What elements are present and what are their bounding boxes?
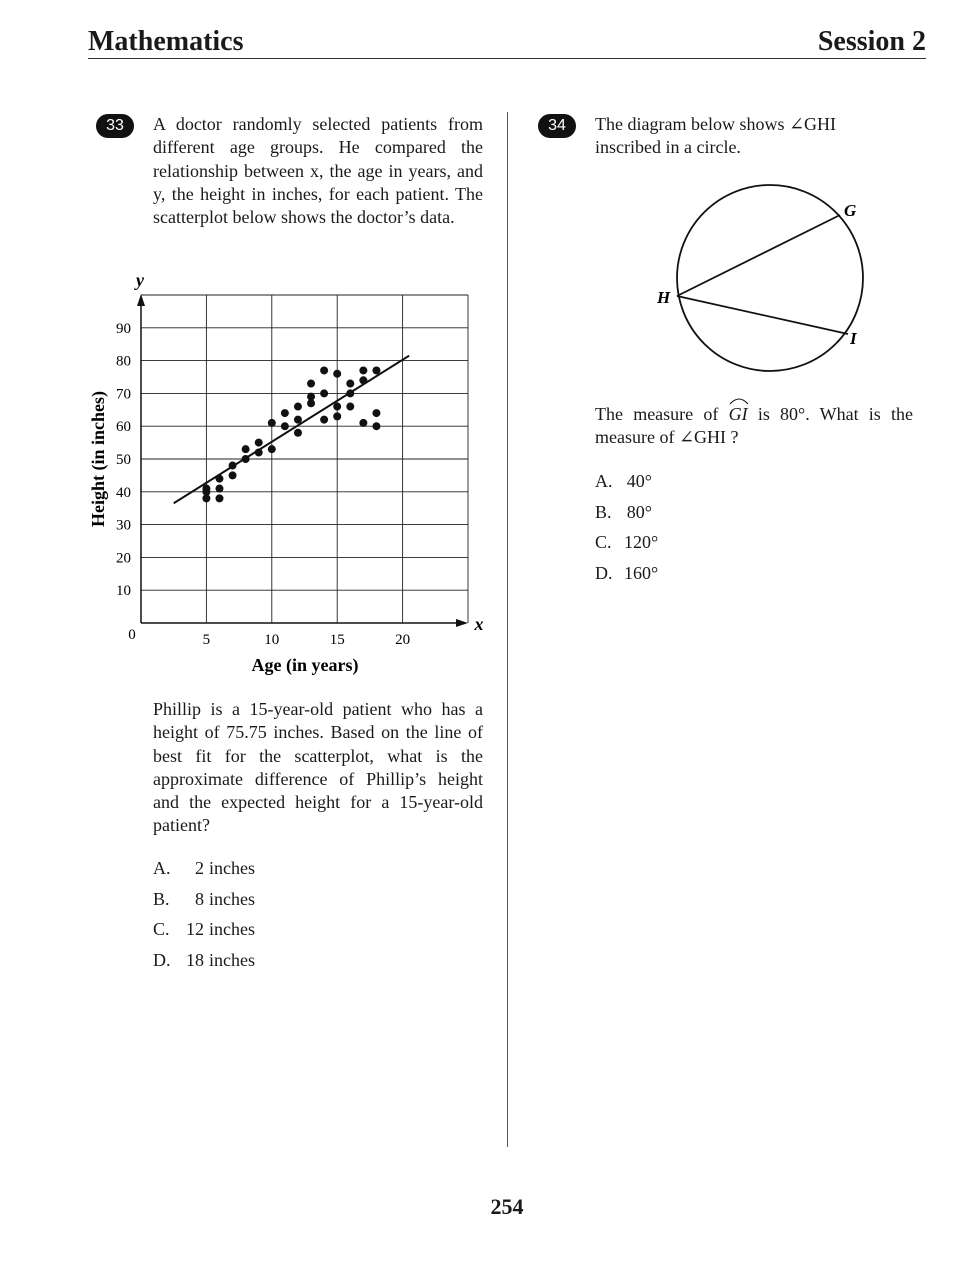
answer-choice-c[interactable] <box>153 918 255 949</box>
answer-choice-c[interactable] <box>595 531 659 562</box>
x-axis-symbol: x <box>474 614 484 634</box>
data-point <box>333 412 341 420</box>
choice-unit: inches <box>209 950 255 971</box>
choice-unit: inches <box>209 919 255 940</box>
measure-text-start: The measure of <box>595 404 719 424</box>
answer-choice-b[interactable] <box>153 888 255 919</box>
chord-hi <box>677 296 848 334</box>
y-tick-label: 70 <box>116 386 131 403</box>
y-tick-label: 60 <box>116 419 131 436</box>
data-point <box>359 366 367 374</box>
data-point <box>372 366 380 374</box>
scatterplot <box>80 262 500 682</box>
answer-choice-b[interactable] <box>595 501 652 532</box>
choice-letter: A. <box>153 858 171 878</box>
y-tick-label: 40 <box>116 484 131 501</box>
choice-letter: D. <box>595 563 613 584</box>
arc-symbol <box>729 397 749 405</box>
data-point <box>320 366 328 374</box>
y-tick-label: 80 <box>116 353 131 370</box>
best-fit-line <box>174 356 409 504</box>
choice-unit: inches <box>209 888 255 909</box>
y-tick-label: 20 <box>116 550 131 567</box>
measure-text-end: is 80°. What is the measure of ∠GHI ? <box>595 404 914 448</box>
answer-choice-d[interactable] <box>595 562 659 593</box>
data-point <box>307 393 315 401</box>
arc-gi <box>729 403 748 426</box>
choice-value: 12 <box>186 919 204 940</box>
data-point <box>372 422 380 430</box>
question-33-prompt: Phillip is a 15-year-old patient who has a height of 75.75 inches. Based on the line of best fit for the scatterplot, what is the approximate difference of Phillip’s height and the expected height for a 15-year-old patient? <box>153 699 483 836</box>
chord-hg <box>677 215 840 296</box>
question-34-intro: The diagram below shows ∠GHI inscribed in a circle. <box>595 114 837 158</box>
data-point <box>294 416 302 424</box>
choice-letter: B. <box>153 888 170 909</box>
data-point <box>333 403 341 411</box>
data-point <box>215 494 223 502</box>
origin-label: 0 <box>128 627 136 643</box>
choice-value: 80° <box>626 501 652 522</box>
choice-value: 2 <box>195 858 204 878</box>
data-point <box>281 409 289 417</box>
page-number: 254 <box>490 1194 524 1219</box>
data-point <box>294 429 302 437</box>
question-33-choices <box>153 857 255 980</box>
data-point <box>268 445 276 453</box>
choice-letter: B. <box>595 501 612 522</box>
question-34-prompt <box>595 403 913 450</box>
question-34-number-badge: 34 <box>538 114 576 138</box>
data-point <box>268 419 276 427</box>
data-point <box>346 380 354 388</box>
data-point <box>255 439 263 447</box>
y-axis-symbol: y <box>136 270 144 290</box>
y-tick-label: 50 <box>116 452 131 468</box>
y-tick-label: 30 <box>116 517 131 534</box>
point-label-i: I <box>850 329 857 348</box>
question-33-number-badge: 33 <box>96 114 134 138</box>
data-point <box>215 485 223 493</box>
header-subject: Mathematics <box>88 26 244 57</box>
scatterplot-axes <box>137 294 468 627</box>
point-label-h: H <box>657 288 671 307</box>
choice-letter: D. <box>153 950 171 971</box>
choice-value: 120° <box>624 532 659 553</box>
data-point <box>242 445 250 453</box>
data-point <box>281 422 289 430</box>
data-point <box>320 416 328 424</box>
scatter-points <box>202 366 380 502</box>
data-point <box>359 419 367 427</box>
circle <box>677 185 863 371</box>
x-tick-label: 20 <box>395 632 411 648</box>
point-label-g: G <box>844 201 857 220</box>
choice-value: 160° <box>624 563 659 584</box>
x-tick-label: 5 <box>202 632 211 648</box>
x-axis-arrow <box>456 619 468 627</box>
arc-name: GI <box>728 404 748 424</box>
data-point <box>346 403 354 411</box>
question-33-intro: A doctor randomly selected patients from different age groups. He compared the relationship between x, the age in years, and y, the height in inches, for each patient. The scatterplot below shows the doctor’s data. <box>153 114 483 228</box>
choice-letter: A. <box>595 471 613 491</box>
answer-choice-a[interactable] <box>595 470 652 501</box>
y-axis-arrow <box>137 294 145 306</box>
choice-value: 18 <box>186 950 204 971</box>
data-point <box>202 485 210 493</box>
choice-letter: C. <box>153 919 170 940</box>
y-tick-label: 10 <box>116 583 131 600</box>
column-divider <box>507 112 508 1147</box>
x-axis-title: Age (in years) <box>251 655 359 675</box>
x-tick-label: 10 <box>264 632 280 648</box>
data-point <box>307 380 315 388</box>
question-34-choices <box>595 470 659 593</box>
choice-letter: C. <box>595 532 612 553</box>
data-point <box>333 370 341 378</box>
data-point <box>294 403 302 411</box>
answer-choice-d[interactable] <box>153 949 255 980</box>
choice-unit: inches <box>209 858 255 878</box>
y-tick-label: 90 <box>116 320 131 337</box>
circle-diagram <box>640 178 880 378</box>
choice-value: 40° <box>626 471 652 491</box>
data-point <box>229 471 237 479</box>
choice-value: 8 <box>195 888 204 909</box>
x-tick-label: 15 <box>329 632 345 648</box>
data-point <box>320 389 328 397</box>
header-session: Session 2 <box>817 26 926 57</box>
header-rule <box>88 58 926 59</box>
scatterplot-grid <box>141 295 468 623</box>
y-axis-title: Height (in inches) <box>88 390 108 528</box>
answer-choice-a[interactable] <box>153 857 255 888</box>
data-point <box>372 409 380 417</box>
